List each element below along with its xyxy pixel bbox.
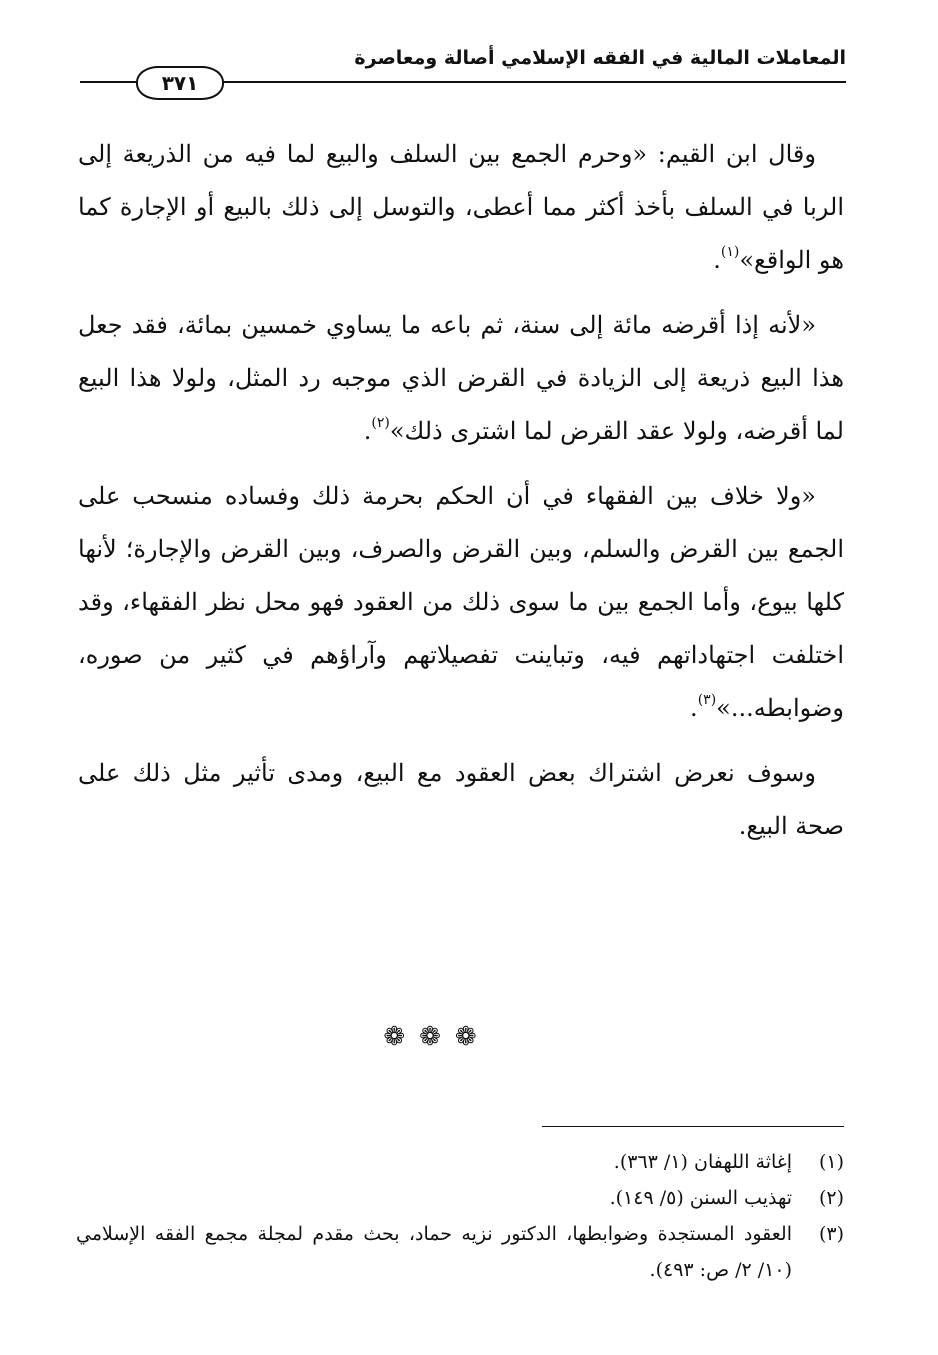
footnote-rule [542, 1126, 844, 1127]
footnotes [76, 1144, 844, 1288]
paragraph-3 [78, 470, 844, 735]
footnote-ref: (٢) [371, 415, 390, 431]
paragraph-tail: . [713, 246, 721, 274]
footnote-text: إغاثة اللهفان (١/ ٣٦٣). [613, 1151, 792, 1173]
page-number: ٣٧١ [136, 66, 224, 100]
footnote-1 [76, 1144, 844, 1180]
footnote-2 [76, 1180, 844, 1216]
footnote-number: (٣) [818, 1223, 844, 1245]
body-text [78, 128, 844, 853]
paragraph-text: «لأنه إذا أقرضه مائة إلى سنة، ثم باعه ما يساوي خمسين بمائة، فقد جعل هذا البيع ذريعة إلى الزيادة في القرض الذي موجبه رد المثل، ولولا هذا البيع لما أقرضه، ولولا عقد القرض لما اشترى ذلك» [78, 311, 844, 445]
paragraph-text: وقال ابن القيم: «وحرم الجمع بين السلف والبيع لما فيه من الذريعة إلى الربا في السلف بأخذ أكثر مما أعطى، والتوسل إلى ذلك بالبيع أو الإجارة كما هو الواقع» [78, 140, 844, 274]
footnote-ref: (٣) [697, 692, 717, 708]
paragraph-text: «ولا خلاف بين الفقهاء في أن الحكم بحرمة ذلك وفساده منسحب على الجمع بين القرض والسلم، وبين القرض والصرف، وبين القرض والإجارة؛ لأنها كلها بيوع، وأما الجمع بين ما سوى ذلك من العقود فهو محل نظر الفقهاء، وقد اختلفت اجتهاداتهم فيه، وتباينت تفصيلاتهم وآراؤهم في كثير من صوره، وضوابطه...» [78, 482, 844, 722]
footnote-text: العقود المستجدة وضوابطها، الدكتور نزيه حماد، بحث مقدم لمجلة مجمع الفقه الإسلامي (١٠/ ٢/ ص: ٤٩٣). [76, 1223, 792, 1281]
paragraph-2 [78, 299, 844, 458]
paragraph-1 [78, 128, 844, 287]
paragraph-text: وسوف نعرض اشتراك بعض العقود مع البيع، ومدى تأثير مثل ذلك على صحة البيع. [78, 759, 844, 840]
paragraph-tail: . [363, 417, 372, 445]
footnote-text: تهذيب السنن (٥/ ١٤٩). [609, 1187, 792, 1209]
running-header: المعاملات المالية في الفقه الإسلامي أصالة ومعاصرة [354, 47, 846, 69]
section-ornament: ❁❁❁ [383, 1022, 491, 1052]
footnote-ref: (١) [720, 244, 740, 260]
paragraph-4 [78, 747, 844, 853]
footnote-number: (٢) [818, 1187, 844, 1209]
footnote-number: (١) [818, 1151, 844, 1173]
footnote-3 [76, 1216, 844, 1288]
paragraph-tail: . [690, 694, 698, 722]
